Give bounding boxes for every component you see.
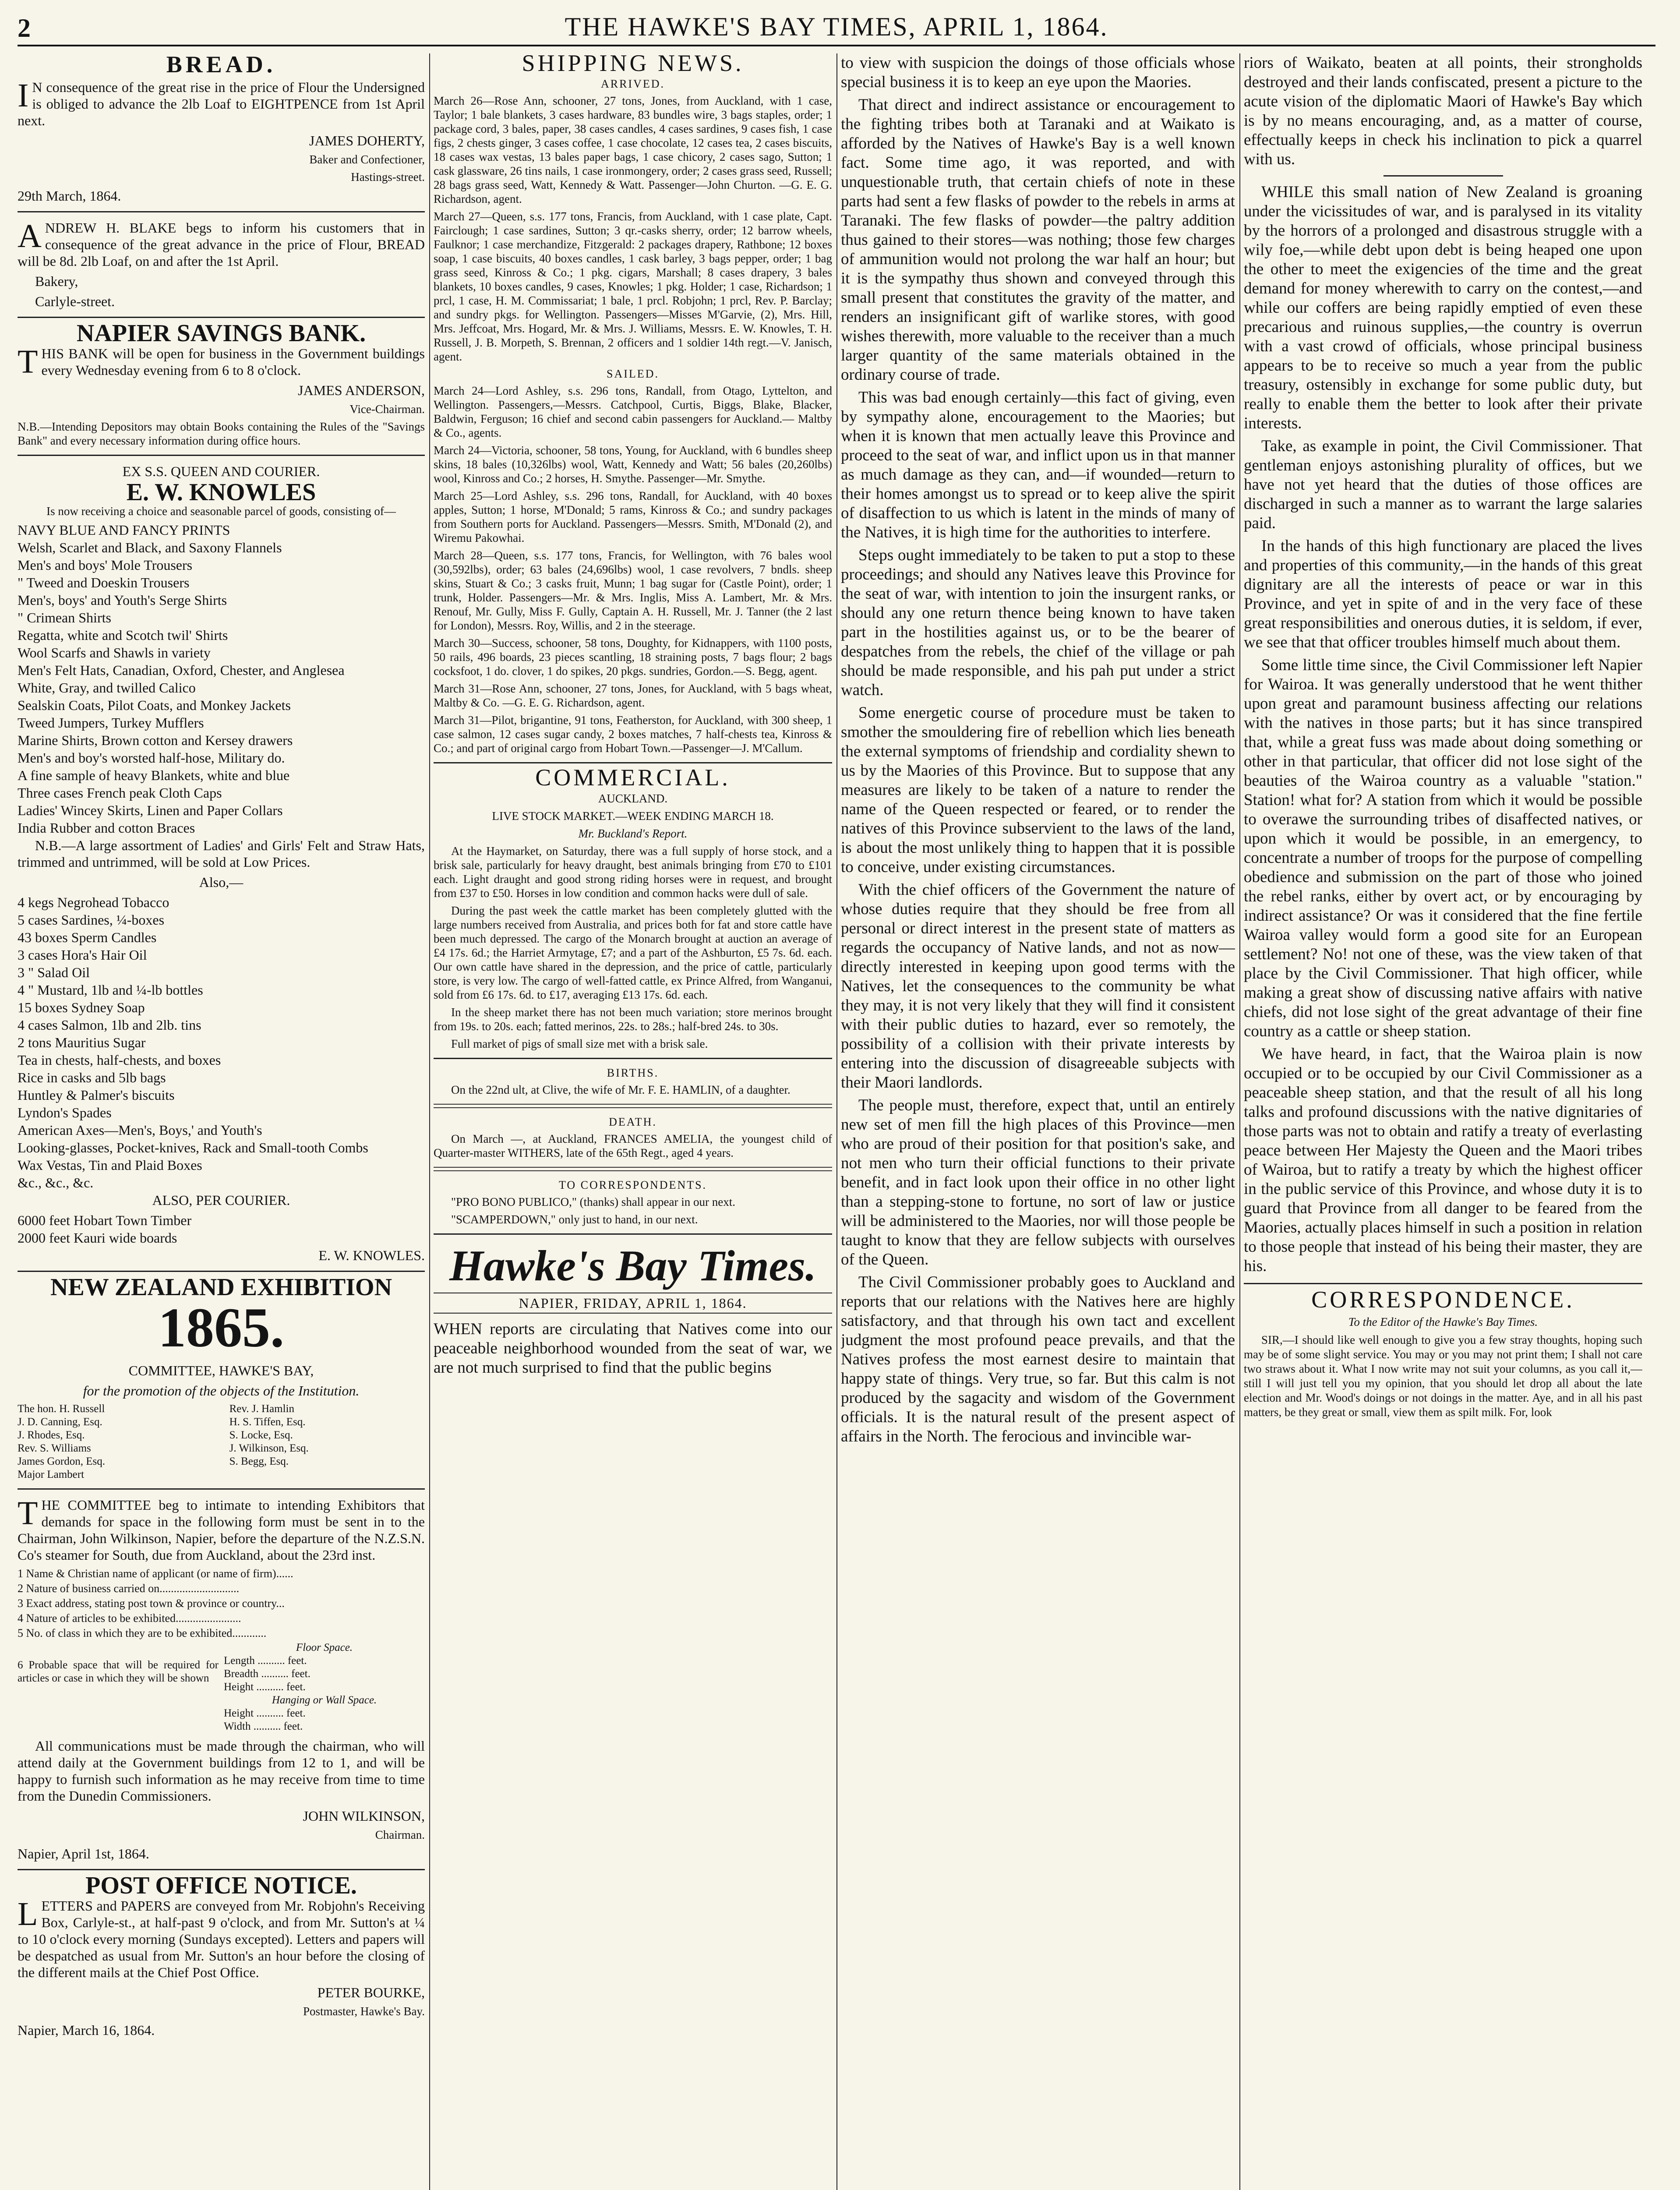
form-line: 5 No. of class in which they are to be exhibited............ <box>18 1627 267 1639</box>
column-rule <box>836 53 837 2190</box>
form-line: 1 Name & Christian name of applicant (or name of firm)...... <box>18 1567 293 1580</box>
editorial-paragraph: WHILE this small nation of New Zealand is groaning under the vicissitudes of war, and is paralysed in its vitality by the horrors of a prolonged and disastrous struggle with a wily foe,—while debt upon debt is being heaped one upon the other to meet the exigencies of the time and the great demand for money wherewith to carry on the contest,—and while our coffers are being rapidly emptied of even these precarious and ruinous supplies,—the country is overrun with a vast crowd of officials, whose principal business appears to be to receive so much a year from the public treasury, ostensibly in exchange for some public duty, but really to enable them the better to look after their private interests. <box>1244 183 1642 432</box>
editorial-continued <box>1244 53 1642 1276</box>
committee-member: Major Lambert <box>18 1469 85 1480</box>
list-item: Men's and boy's worsted half-hose, Military do. <box>18 750 285 766</box>
committee-names-right <box>229 1402 425 1481</box>
form-line: 2 Nature of business carried on............................ <box>18 1582 240 1595</box>
knowles-also-items <box>18 894 425 1191</box>
list-item: " Tweed and Doeskin Trousers <box>18 575 190 590</box>
exhibition-text: THE COMMITTEE beg to intimate to intending Exhibitors that demands for space in the following form must be sent in to the Chairman, John Wilkinson, Napier, before the departure of the N.Z.S.N. Co's steamer for South, due from Auckland, about the 23rd inst. <box>18 1495 425 1563</box>
list-item: Men's, boys' and Youth's Serge Shirts <box>18 592 227 608</box>
correspondence-text: SIR,—I should like well enough to give you a few stray thoughts, hoping such may be of some slight service. You may or you may not print them; I shall not care two straws about it. What I now write may not suit your columns, as you call it,—still I will just tell you my opinion, that you should let drop all about the late election and Mr. Wood's doings or not doings in the matter. Aye, and in all his past matters, be they great or small, view them as spilt milk. For, look <box>1244 1333 1642 1419</box>
savings-sig: JAMES ANDERSON, <box>298 382 425 398</box>
birth-notice: On the 22nd ult, at Clive, the wife of Mr. F. E. HAMLIN, of a daughter. <box>451 1083 791 1096</box>
committee-member: S. Locke, Esq. <box>229 1429 293 1441</box>
shipping-title: SHIPPING NEWS. <box>522 53 744 76</box>
hanging-space-label: Hanging or Wall Space. <box>272 1694 377 1706</box>
form-line: 6 Probable space that will be required for articles or case in which they will be shown <box>18 1659 219 1684</box>
exhibition-purpose: for the promotion of the objects of the Institution. <box>83 1383 360 1399</box>
list-item: Huntley & Palmer's biscuits <box>18 1087 175 1103</box>
blake-location-1: Bakery, <box>35 273 78 289</box>
arrived-label: ARRIVED. <box>600 78 665 90</box>
savings-role: Vice-Chairman. <box>349 403 425 416</box>
list-item: Looking-glasses, Pocket-knives, Rack and Small-tooth Combs <box>18 1140 368 1155</box>
column-rule <box>429 53 430 2190</box>
savings-title: NAPIER SAVINGS BANK. <box>76 320 366 347</box>
shipping-entry: March 31—Rose Ann, schooner, 27 tons, Jones, for Auckland, with 5 bags wheat, Maltby & Co. —G. E. G. Richardson, agent. <box>434 682 832 709</box>
editorial-paragraph: Take, as example in point, the Civil Commissioner. That gentleman enjoys astonishing plurality of offices, but we have not yet heard that the duties of those offices are discharged in such a manner as to warrant the large salaries paid. <box>1244 437 1642 532</box>
list-item: NAVY BLUE AND FANCY PRINTS <box>18 522 230 538</box>
list-item: Men's Felt Hats, Canadian, Oxford, Chester, and Anglesea <box>18 662 345 678</box>
list-item: Tweed Jumpers, Turkey Mufflers <box>18 715 204 731</box>
list-item: Wax Vestas, Tin and Plaid Boxes <box>18 1157 202 1173</box>
shipping-entry: March 25—Lord Ashley, s.s. 296 tons, Randall, for Auckland, with 40 boxes apples, Sutton; 1 horse, M'Donald; 5 rams, Kinross & Co.; and sundry packages from Southern ports for Auckland. Passengers—Messrs. Smith, M'Donald (2), and Wiremu Pakowhai. <box>434 489 832 544</box>
editorial-paragraph: Some little time since, the Civil Commissioner left Napier for Wairoa. It was generally understood that he went thither upon great and paramount business affecting our relations with the natives in those parts; but it has since transpired that, while a great fuss was made about doing something or other in that particular, that officer did not lose sight of the beauties of the Wairoa country as a valuable "station." Station! what for? A station from which it would be possible to overawe the surrounding tribes of disaffected natives, or upon which it would be possible, in an emergency, to concentrate a number of troops for the purpose of compelling obedience and submission on the part of those who joined the rebel ranks, either by overt act, or by encouraging by indirect assistance? Or was it considered that the fine fertile Wairoa valley would form a good site for an European settlement? No! not one of these, was the view taken of that place by the Civil Commissioner. That high officer, while making a great show of discussing native affairs with native chiefs, did not lose sight of the great advantage of their fine country as a cattle or sheep station. <box>1244 656 1642 1040</box>
editorial-paragraph: The Civil Commissioner probably goes to Auckland and reports that our relations with the Natives here are highly satisfactory, and that through his own tact and excellent judgment the most profound peace prevails, and that the Natives profess the most earnest desire to maintain that happy state of things. Very true, so far. But this calm is not produced by the sagacity and wisdom of the Government officials. It is the natural result of the present aspect of affairs in the North. The ferocious and invincible war- <box>841 1273 1235 1445</box>
list-item: 15 boxes Sydney Soap <box>18 1000 145 1015</box>
list-item: Three cases French peak Cloth Caps <box>18 785 222 801</box>
births-label: BIRTHS. <box>607 1067 659 1079</box>
list-item: 2 tons Mauritius Sugar <box>18 1035 146 1050</box>
knowles-intro: Is now receiving a choice and seasonable parcel of goods, consisting of— <box>46 505 396 518</box>
list-item: Wool Scarfs and Shawls in variety <box>18 645 211 661</box>
exhibition-sig: JOHN WILKINSON, <box>303 1808 425 1824</box>
shipping-entry: March 28—Queen, s.s. 177 tons, Francis, for Wellington, with 76 bales wool (30,592lbs), order; 63 bales (24,696lbs) wool, 1 case revolvers, 7 bndls. sheep skins, Stuart & Co.; 3 casks fruit, Munn; 1 bag sugar for (Castle Point), order; 1 trunk, Holder. Passengers—Mr. & Mrs. Inglis, Miss A. Lambert, Mr. & Mrs. Renouf, Mr. Gully, Miss F. Gully, Captain A. H. Russell, Mr. J. Tanner (the 2 last for London), Messrs. Roy, Willis, and 2 in the steerage. <box>434 549 832 632</box>
blake-notice: ANDREW H. BLAKE begs to inform his customers that in consequence of the great advance in the price of Flour, BREAD will be 8d. 2lb Loaf, on and after the 1st April. <box>18 218 425 269</box>
committee-member: James Gordon, Esq. <box>18 1455 105 1467</box>
timber-2: 2000 feet Kauri wide boards <box>18 1230 177 1246</box>
space-fields <box>224 1641 425 1733</box>
divider <box>18 211 425 212</box>
list-item: Sealskin Coats, Pilot Coats, and Monkey Jackets <box>18 697 291 713</box>
editorial-paragraph: Some energetic course of procedure must be taken to smother the smouldering fire of rebellion which lies beneath the external symptoms of friendship and cordiality shewn to us by the Maories of this Province. But to suppose that any measures are likely to be taken of a nature to render the name of the Queen respected or feared, or to render the natives of this Province subservient to the laws of the land, is about the most unlikely thing to happen that it is possible to conceive, under existing circumstances. <box>841 704 1235 876</box>
height-field: Height .......... feet. <box>224 1681 306 1693</box>
divider <box>434 762 832 763</box>
list-item: Welsh, Scarlet and Black, and Saxony Flannels <box>18 540 282 555</box>
column-3 <box>841 53 1235 2190</box>
bread-title: BREAD. <box>166 53 276 78</box>
divider <box>1384 175 1503 177</box>
column-1 <box>18 53 425 2190</box>
divider <box>18 1869 425 1870</box>
shipping-entry: March 24—Lord Ashley, s.s. 296 tons, Randall, from Otago, Lyttelton, and Wellington. Passengers,—Messrs. Catchpool, Curtis, Biggs, Blake, Blacker, Baldwin, Ferguson; 16 chief and second cabin passengers for Auckland.— Maltby & Co., agents. <box>434 384 832 439</box>
knowles-sig: E. W. KNOWLES. <box>318 1247 425 1263</box>
divider <box>1244 1283 1642 1284</box>
bread-sig-place: Hastings-street. <box>351 170 425 184</box>
editorial-paragraph: With the chief officers of the Government the nature of whose duties require that they should be free from all personal or direct interest in the present state of matters as regards the occupancy of Native lands, and not as now—directly interested in keeping upon good terms with the Natives, let the consequences to the community be what they may, it is not very likely that they will find it consistent with their public duties to hazard, ever so remotely, the possibility of a collision with their private interests by entering into the discussion of disagreeable subjects with their Maori landlords. <box>841 881 1235 1091</box>
list-item: Rice in casks and 5lb bags <box>18 1070 166 1085</box>
column-2 <box>434 53 832 2190</box>
correspondence-title: CORRESPONDENCE. <box>1311 1286 1575 1313</box>
bread-sig-role: Baker and Confectioner, <box>309 153 425 166</box>
shipping-entry: March 26—Rose Ann, schooner, 27 tons, Jones, from Auckland, with 1 case, Taylor; 1 bale blankets, 3 cases hardware, 83 bundles wire, 3 bags staples, order; 1 package cord, 3 bales, paper, 38 cases candles, 4 cases sardines, 9 cases fish, 1 case figs, 2 chests ginger, 3 cases coffee, 1 case chocolate, 12 cases tea, 2 cases biscuits, 18 cases wax vestas, 13 bales paper bags, 1 case chicory, 2 cases sago, Sutton; 1 cask glassware, 26 tins nails, 1 case ironmongery, order; 2 cases grass seed, Russell; 28 bags grass seed, Watt, Kennedy & Watt. Passenger—John Churton. —G. E. G. Richardson, agent. <box>434 94 832 205</box>
knowles-items <box>18 522 425 836</box>
correspondent-note: "SCAMPERDOWN," only just to hand, in our next. <box>451 1213 698 1226</box>
exhibition-committee: COMMITTEE, HAWKE'S BAY, <box>128 1363 314 1378</box>
length-field: Length .......... feet. <box>224 1655 307 1667</box>
editorial-paragraph: This was bad enough certainly—this fact of giving, even by sympathy alone, encouragement to the Maories; but when it is known that men actually leave this Province and proceed to the seat of war, and inflict upon us in that manner as much damage as they can, and—if wounded—return to their homes amongst us to spread or to keep alive the spirit of disaffection to us which is latent in the minds of many of the Natives, it is high time for the authorities to interfere. <box>841 389 1235 541</box>
list-item: Ladies' Wincey Skirts, Linen and Paper Collars <box>18 802 283 818</box>
form-line: 3 Exact address, stating post town & province or country... <box>18 1597 285 1610</box>
knowles-title: E. W. KNOWLES <box>126 479 316 506</box>
committee-member: The hon. H. Russell <box>18 1403 105 1415</box>
committee-member: H. S. Tiffen, Esq. <box>229 1416 306 1428</box>
commercial-paragraph: Full market of pigs of small size met with a brisk sale. <box>451 1037 708 1050</box>
savings-text: THIS BANK will be open for business in the Government buildings every Wednesday evening from 6 to 8 o'clock. <box>18 343 425 380</box>
column-rule <box>1239 53 1240 2190</box>
masthead: THE HAWKE'S BAY TIMES, APRIL 1, 1864. <box>565 12 1108 41</box>
page-header <box>18 9 1655 46</box>
breadth-field: Breadth .......... feet. <box>224 1668 311 1680</box>
editorial-paragraph: Steps ought immediately to be taken to put a stop to these proceedings; and should any Natives leave this Province for the seat of war, with intention to join the insurgent ranks, or should any one return thence being known to have taken part in the hostilities against us, or to be the bearer of despatches from the rebels, the chief of the village or pah should be made responsible, and his pah put under a strict watch. <box>841 546 1235 699</box>
divider <box>434 1167 832 1171</box>
committee-names <box>18 1402 425 1481</box>
divider <box>434 1104 832 1108</box>
page-number: 2 <box>18 14 31 42</box>
committee-member: S. Begg, Esq. <box>229 1455 289 1467</box>
list-item: 43 boxes Sperm Candles <box>18 929 157 945</box>
shipping-entry: March 31—Pilot, brigantine, 91 tons, Featherston, for Auckland, with 300 sheep, 1 case salmon, 12 cases sugar candy, 2 boxes matches, 7 half-chests tea, Kinross & Co.; and part of original cargo from Hobart Town.—Passenger—J. M'Callum. <box>434 714 832 755</box>
correspondent-note: "PRO BONO PUBLICO," (thanks) shall appear in our next. <box>451 1195 735 1208</box>
list-item: American Axes—Men's, Boys,' and Youth's <box>18 1122 262 1138</box>
editorial-paragraph: riors of Waikato, beaten at all points, their strongholds destroyed and their lands confiscated, present a picture to the acute vision of the diplomatic Maori of Hawke's Bay which is by no means encouraging, and, as a matter of course, effectually keeps in check his inclination to pick a quarrel with us. <box>1244 54 1642 168</box>
shipping-entry: March 24—Victoria, schooner, 58 tons, Young, for Auckland, with 6 bundles sheep skins, 18 bales (10,326lbs) wool, Watt, Kennedy and Watt; 56 bales (20,260lbs) wool, Kinross and Co.; 2 horses, H. Smythe. Passenger—Mr. Smythe. <box>434 444 832 485</box>
list-item: 3 cases Hora's Hair Oil <box>18 947 147 963</box>
nameplate: Hawke's Bay Times. <box>449 1241 816 1290</box>
list-item: " Crimean Shirts <box>18 610 111 625</box>
height-field: Height .......... feet. <box>224 1707 306 1719</box>
list-item: Tea in chests, half-chests, and boxes <box>18 1052 221 1068</box>
editorial-paragraph: We have heard, in fact, that the Wairoa plain is now occupied or to be occupied by our Civil Commissioner as a peaceable sheep station, and that the result of all his long talks and profound discussions with the native dignitaries of those parts was not to obtain and ratify a treaty of everlasting peace between Her Majesty the Queen and the Maori tribes of Wairoa, but to ratify a treaty by which the highest officer in the public service of this Province, and whose duty it is to guard that Province from all danger to be feared from the Maories, actually places himself in such a position in relation to those people that instead of his being their master, they are his. <box>1244 1045 1642 1275</box>
divider <box>434 1058 832 1059</box>
death-notice: On March —, at Auckland, FRANCES AMELIA, the youngest child of Quarter-master WITHERS, late of the 65th Regt., aged 4 years. <box>434 1132 832 1159</box>
knowles-also-per: ALSO, PER COURIER. <box>152 1192 290 1208</box>
divider <box>18 317 425 318</box>
post-role: Postmaster, Hawke's Bay. <box>303 2005 425 2018</box>
commercial-byline: Mr. Buckland's Report. <box>578 827 688 840</box>
committee-member: J. D. Canning, Esq. <box>18 1416 102 1428</box>
exhibition-role: Chairman. <box>375 1828 425 1841</box>
commercial-report: LIVE STOCK MARKET.—WEEK ENDING MARCH 18. <box>492 809 774 823</box>
form-line: 4 Nature of articles to be exhibited....................... <box>18 1612 241 1625</box>
divider <box>18 1488 425 1490</box>
savings-nb: N.B.—Intending Depositors may obtain Books containing the Rules of the "Savings Bank" and every necessary information during office hours. <box>18 420 425 447</box>
bread-sig-name: JAMES DOHERTY, <box>309 133 425 148</box>
list-item: Marine Shirts, Brown cotton and Kersey drawers <box>18 732 293 748</box>
bread-date: 29th March, 1864. <box>18 188 121 204</box>
death-label: DEATH. <box>609 1116 657 1128</box>
exhibition-year: 1865. <box>158 1296 284 1359</box>
list-item: 4 " Mustard, 1lb and ¼-lb bottles <box>18 982 203 998</box>
post-text: LETTERS and PAPERS are conveyed from Mr. Robjohn's Receiving Box, Carlyle-st., at half-past 9 o'clock, and from Mr. Sutton's at ¼ to 10 o'clock every morning (Sundays excepted). Letters and papers will be despatched as usual from Mr. Sutton's an hour before the closing of the different mails at the Chief Post Office. <box>18 1896 425 1980</box>
list-item: White, Gray, and twilled Calico <box>18 680 196 696</box>
committee-member: J. Wilkinson, Esq. <box>229 1442 309 1454</box>
knowles-also: Also,— <box>199 874 244 890</box>
list-item: Lyndon's Spades <box>18 1105 112 1120</box>
divider <box>18 455 425 456</box>
committee-member: Rev. S. Williams <box>18 1442 91 1454</box>
editorial-start: WHEN reports are circulating that Natives come into our peaceable neighborhood wounded from the seat of war, we are not much surprised to find that the public begins <box>434 1320 832 1377</box>
committee-names-left <box>18 1402 213 1481</box>
list-item: &c., &c., &c. <box>18 1175 94 1190</box>
width-field: Width .......... feet. <box>224 1720 303 1732</box>
editorial-paragraph: The people must, therefore, expect that, until an entirely new set of men fill the high places of this Province—men who are proud of their position for that position's sake, and not men who turn their official functions to their private benefit, and in fact look upon their office in no other light than a stepping-stone to fortune, no sort of law or justice will be administered to the Maories, nor will those people be taught to know that they are fellow subjects with ourselves of the Queen. <box>841 1096 1235 1268</box>
list-item: 5 cases Sardines, ¼-boxes <box>18 912 165 928</box>
editorial-paragraph: That direct and indirect assistance or encouragement to the fighting tribes both at Taranaki and at Waikato is afforded by the Natives of Hawke's Bay is a well known fact. Some time ago, it was reported, and with unquestionable truth, that certain chiefs of note in these parts had sent a few flasks of powder to the rebels in arms at Taranaki. The few flasks of powder—the paltry addition thus gained to their stores—was nothing; those few charges of ammunition would not prolong the war half an hour; but it is the sympathy thus shown and conveyed through this small present that constitutes the gravity of the matter, and renders an insignificant gift of warlike stores, with good wishes therewith, more valuable to the receiver than a much larger quantity of the same materials obtained in the ordinary course of trade. <box>841 96 1235 384</box>
bread-notice: IN consequence of the great rise in the price of Flour the Undersigned is obliged to advance the 2lb Loaf to EIGHTPENCE from 1st April next. <box>18 77 425 128</box>
divider <box>18 1271 425 1272</box>
committee-member: J. Rhodes, Esq. <box>18 1429 85 1441</box>
space-form <box>18 1641 425 1733</box>
commercial-paragraph: At the Haymarket, on Saturday, there was a full supply of horse stock, and a brisk sale, particularly for heavy draught, best animals bringing from £70 to £101 each. Light draught and good strong riding horses were in request, and brought from £37 to £50. Horses in low condition and common hacks were dull of sale. <box>434 844 832 900</box>
list-item: 3 " Salad Oil <box>18 964 90 980</box>
list-item: Men's and boys' Mole Trousers <box>18 557 193 573</box>
shipping-entry: March 27—Queen, s.s. 177 tons, Francis, from Auckland, with 1 case plate, Capt. Fairclough; 1 case sardines, Sutton; 3 qr.-casks sherry, order; 12 barrow wheels, Faulknor; 1 case merchandize, Fitzgerald: 2 packages drapery, Rathbone; 12 boxes soap, 1 case biscuits, 40 boxes candles, 1 cask barley, 3 bags pepper, order; 1 bag grass seed, Kinross & Co.; 1 pkg. cigars, Marshall; 8 cases drapery, 3 bales blankets, 10 boxes candles, 9 cases, Knowles; 1 pkg. Holder; 1 case, Richardson; 1 prcl, 1 case, H. M. Commissariat; 1 bale, 1 prcl. Robjohn; 1 prcl, Rev. P. Barclay; and sundry pkgs. for Wellington. Passengers—Misses M'Garvie, (2), Mrs. Hill, Mrs. Jeffcoat, Mrs. Hogard, Mr. & Mrs. J. Williams, Messrs. E. W. Knowles, T. H. Russell, J. B. Morpeth, S. Brennan, 2 officers and 1 soldier 14th regt.—V. Janisch, agent. <box>434 210 832 363</box>
post-date: Napier, March 16, 1864. <box>18 2022 155 2038</box>
knowles-nb: N.B.—A large assortment of Ladies' and Girls' Felt and Straw Hats, trimmed and untrimmed, will be sold at Low Prices. <box>18 837 425 870</box>
list-item: 4 cases Salmon, 1lb and 2lb. tins <box>18 1017 201 1033</box>
correspondents-label: TO CORRESPONDENTS. <box>558 1179 707 1191</box>
floor-space-label: Floor Space. <box>296 1642 353 1653</box>
post-title: POST OFFICE NOTICE. <box>85 1872 357 1899</box>
list-item: Regatta, white and Scotch twil' Shirts <box>18 627 228 643</box>
blake-location-2: Carlyle-street. <box>35 293 115 309</box>
sailed-label: SAILED. <box>607 367 659 380</box>
editorial-paragraph: In the hands of this high functionary are placed the lives and properties of this community,—in the hands of this great dignitary are all the interests of peace or war in this Province, and yet in spite of and in the very face of these great responsibilities and onerous duties, it is seldom, if ever, we see that that officer troubles himself much about them. <box>1244 537 1642 651</box>
divider <box>434 1233 832 1235</box>
post-sig: PETER BOURKE, <box>317 1985 425 2000</box>
exhibition-title: NEW ZEALAND EXHIBITION <box>50 1274 392 1301</box>
exhibition-date: Napier, April 1st, 1864. <box>18 1846 149 1862</box>
exhibition-communications: All communications must be made through the chairman, who will attend daily at the Government buildings from 12 to 1, and will be happy to furnish such information as he may receive from time to time from the Dunedin Commissioners. <box>18 1738 425 1804</box>
commercial-title: COMMERCIAL. <box>535 764 731 791</box>
timber-1: 6000 feet Hobart Town Timber <box>18 1212 192 1228</box>
commercial-place: AUCKLAND. <box>598 792 668 805</box>
list-item: India Rubber and cotton Braces <box>18 820 195 836</box>
commercial-paragraph: In the sheep market there has not been much variation; store merinos brought from 19s. to 20s. each; fatted merinos, 22s. to 28s.; half-bred 24s. to 30s. <box>434 1006 832 1033</box>
commercial-paragraph: During the past week the cattle market has been completely glutted with the large numbers received from Australia, and prices both for fat and store cattle have been much depressed. The cargo of the Monarch brought at auction an average of £4 17s. 6d.; the Harriet Armytage, £7; and a part of the Ashburton, £5 7s. 6d. each. Our own cattle have shared in the depression, and the price of cattle, particularly store, is very low. The cargo of well-fatted cattle, ex Prince Alfred, from Wanganui, sold from £6 17s. 6d. to £17, averaging £13 17s. 6d. each. <box>434 904 832 1001</box>
correspondence-to: To the Editor of the Hawke's Bay Times. <box>1348 1315 1538 1328</box>
editorial-paragraph: to view with suspicion the doings of those officials whose special business it is to keep an eye upon the Maories. <box>841 54 1235 91</box>
knowles-ex: EX S.S. QUEEN AND COURIER. <box>122 463 320 479</box>
list-item: 4 kegs Negrohead Tobacco <box>18 894 169 910</box>
list-item: A fine sample of heavy Blankets, white and blue <box>18 767 290 783</box>
dateline: NAPIER, FRIDAY, APRIL 1, 1864. <box>434 1293 832 1314</box>
committee-member: Rev. J. Hamlin <box>229 1403 294 1415</box>
shipping-entry: March 30—Success, schooner, 58 tons, Doughty, for Kidnappers, with 1100 posts, 50 rails, 496 boards, 23 pieces scantling, 18 straining posts, 7 bags flour; 2 bags cocksfoot, 1 do. clover, 1 do spikes, 20 pkgs. sundries, Gordon.—S. Begg, agent. <box>434 636 832 678</box>
column-4 <box>1244 53 1642 2190</box>
